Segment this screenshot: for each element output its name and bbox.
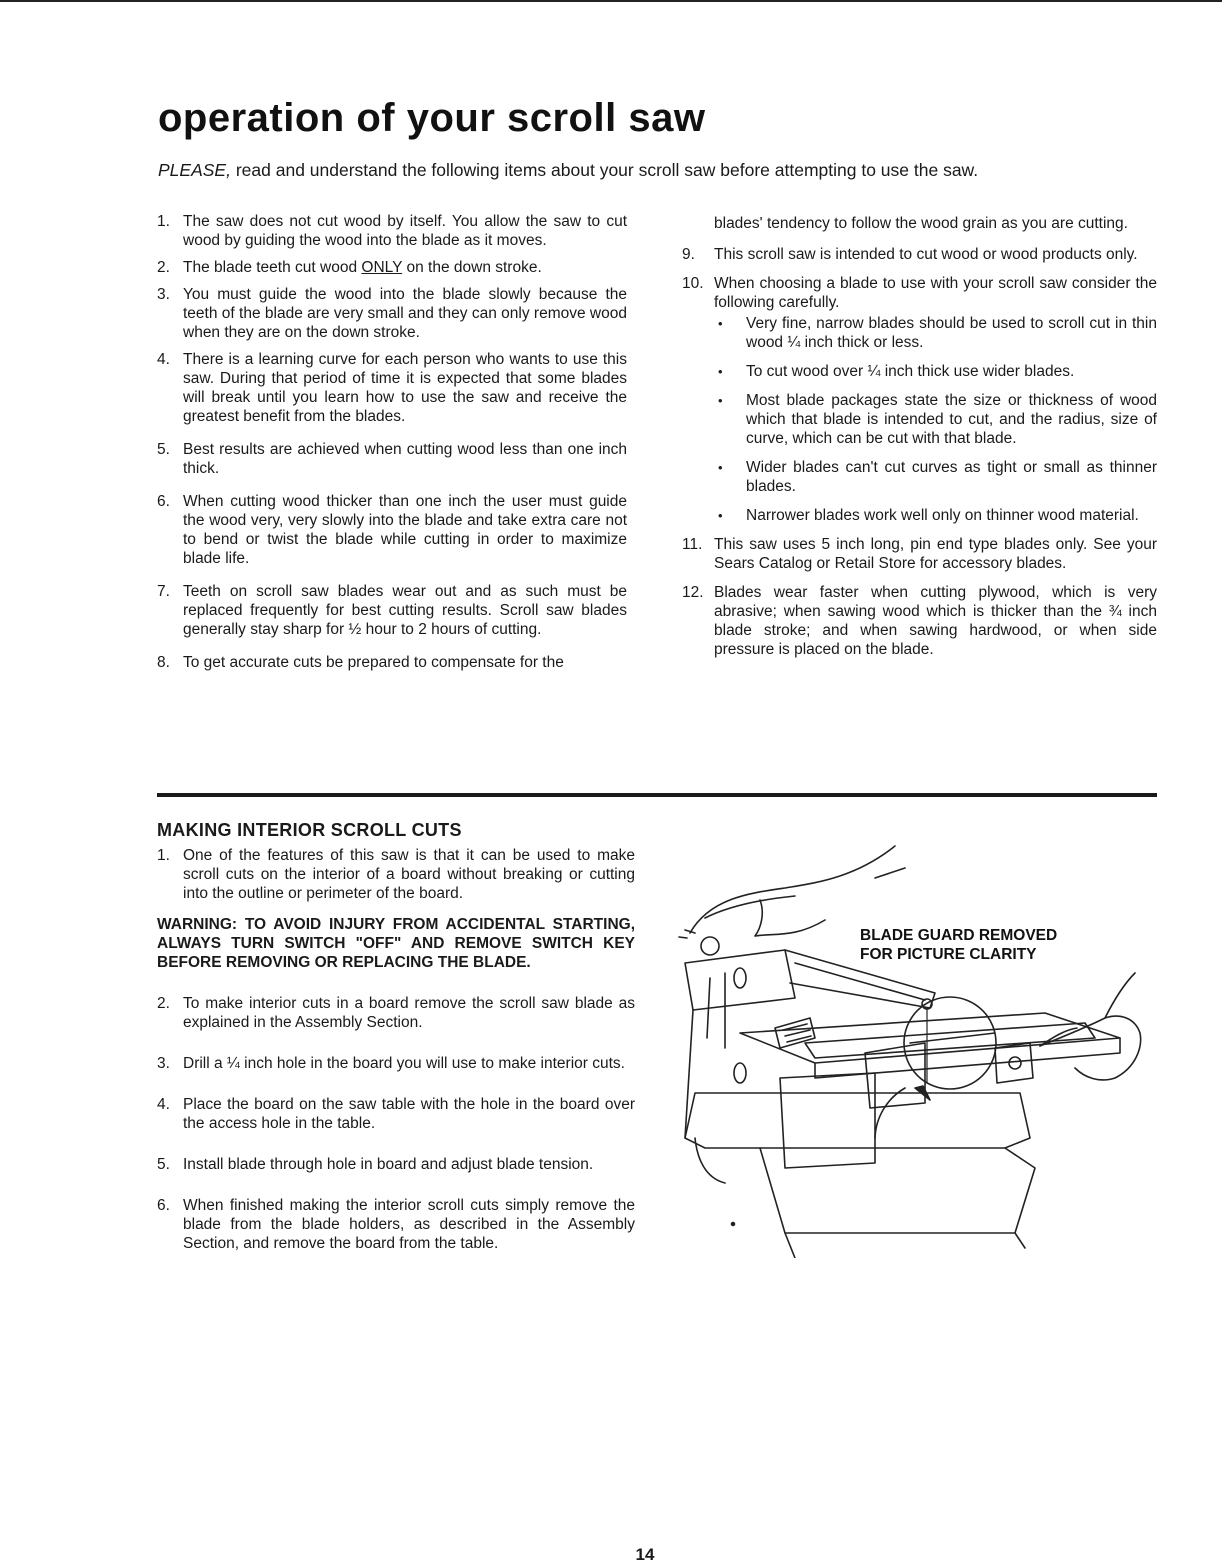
item-text: To get accurate cuts be prepared to compensate for the: [183, 654, 564, 671]
item-text-underlined: ONLY: [361, 259, 403, 276]
item-number: 10.: [682, 275, 704, 292]
list-item: [157, 582, 627, 639]
item-text: When finished making the interior scroll cuts simply remove the blade from the blade holders, as described in the Assembly Section, and remove the board from the table.: [183, 1197, 635, 1252]
list-item: [682, 274, 1157, 525]
item-number: 1.: [157, 847, 170, 864]
section-heading: MAKING INTERIOR SCROLL CUTS: [157, 820, 462, 840]
bullet-item: • To cut wood over ¼ inch thick use wider blades.: [714, 362, 1157, 381]
item-text: The saw does not cut wood by itself. You allow the saw to cut wood by guiding the wood into the blade as it moves.: [183, 213, 627, 249]
figure-caption-line-2: FOR PICTURE CLARITY: [860, 946, 1037, 963]
interior-cuts-list: [157, 846, 635, 903]
list-item: [157, 1054, 635, 1073]
item-text: Place the board on the saw table with the hole in the board over the access hole in the table.: [183, 1096, 635, 1132]
list-item: [157, 1095, 635, 1133]
list-item: [682, 245, 1157, 264]
list-item: [157, 258, 627, 277]
item-text: The blade teeth cut wood: [183, 259, 358, 276]
item-text: Drill a ¼ inch hole in the board you will use to make interior cuts.: [183, 1055, 625, 1072]
item-text: Install blade through hole in board and adjust blade tension.: [183, 1156, 594, 1173]
figure-caption: [860, 926, 1057, 964]
bullet-item: • Narrower blades work well only on thinner wood material.: [714, 506, 1157, 525]
item-text: One of the features of this saw is that it can be used to make scroll cuts on the interior of a board without breaking or cutting into the outline or perimeter of the board.: [183, 847, 635, 902]
warning-text: WARNING: TO AVOID INJURY FROM ACCIDENTAL STARTING, ALWAYS TURN SWITCH "OFF" AND REMOVE SWITCH KEY BEFORE REMOVING OR REPLACING THE BLADE.: [157, 916, 635, 971]
item-number: 3.: [157, 1055, 170, 1072]
item-number: 2.: [157, 995, 170, 1012]
intro-body: read and understand the following items about your scroll saw before attempting to use the saw.: [235, 160, 979, 180]
list-item: [157, 846, 635, 903]
list-item: [157, 1196, 635, 1253]
item-number: 4.: [157, 351, 170, 368]
item-number: 7.: [157, 583, 170, 600]
list-item: [157, 1155, 635, 1174]
item-number: 12.: [682, 584, 704, 601]
blade-selection-bullets: [714, 314, 1157, 525]
top-rule: [0, 0, 1222, 2]
interior-cuts-steps: [157, 994, 635, 1253]
list-item: [157, 492, 627, 568]
item-text: To make interior cuts in a board remove the scroll saw blade as explained in the Assembly Section.: [183, 995, 635, 1031]
operation-list-right: [682, 245, 1157, 659]
operation-list-left: [157, 212, 627, 672]
item-number: 6.: [157, 1197, 170, 1214]
item-text: Blades wear faster when cutting plywood, which is very abrasive; when sawing wood which is thicker than the ¾ inch blade stroke; and when sawing hardwood, or when side pressure is placed on the blade.: [714, 584, 1157, 658]
scroll-saw-drawing: [665, 838, 1145, 1258]
bullet-item: • Very fine, narrow blades should be used to scroll cut in thin wood ¼ inch thick or less.: [714, 314, 1157, 352]
scroll-saw-illustration: [665, 838, 1145, 1258]
figure-caption-line-1: BLADE GUARD REMOVED: [860, 927, 1058, 944]
item-text: When cutting wood thicker than one inch the user must guide the wood very, very slowly into the blade and take extra care not to bend or twist the blade while cutting in order to maximize blade life.: [183, 493, 627, 567]
item-text: When choosing a blade to use with your scroll saw consider the following carefully.: [714, 275, 1157, 311]
list-item: [157, 285, 627, 342]
item-text: You must guide the wood into the blade slowly because the teeth of the blade are very small and they can only remove wood when they are on the down stroke.: [183, 286, 627, 341]
interior-cuts-column: [157, 846, 635, 1267]
item-number: 5.: [157, 1156, 170, 1173]
item-number: 9.: [682, 246, 695, 263]
right-column: [682, 214, 1157, 669]
item-text: This saw uses 5 inch long, pin end type blades only. See your Sears Catalog or Retail Store for accessory blades.: [714, 536, 1157, 572]
section-divider: [157, 793, 1157, 797]
list-item: [682, 583, 1157, 659]
intro-text: [158, 160, 1168, 181]
item-number: 1.: [157, 213, 170, 230]
item-number: 4.: [157, 1096, 170, 1113]
item-text: Best results are achieved when cutting wood less than one inch thick.: [183, 441, 627, 477]
item-text: This scroll saw is intended to cut wood or wood products only.: [714, 246, 1138, 263]
item-8-continued: blades' tendency to follow the wood grain as you are cutting.: [714, 215, 1128, 232]
item-number: 6.: [157, 493, 170, 510]
bullet-item: • Most blade packages state the size or thickness of wood which that blade is intended to cut, and the radius, size of curve, which can be cut with that blade.: [714, 391, 1157, 448]
list-item: [157, 350, 627, 426]
item-text: on the down stroke.: [406, 259, 542, 276]
item-number: 5.: [157, 441, 170, 458]
left-column: [157, 212, 627, 680]
page-title: operation of your scroll saw: [158, 96, 706, 140]
list-item: [682, 535, 1157, 573]
list-item: [157, 653, 627, 672]
page-number: 14: [635, 1545, 655, 1564]
item-number: 3.: [157, 286, 170, 303]
item-number: 11.: [682, 536, 703, 553]
bullet-item: • Wider blades can't cut curves as tight or small as thinner blades.: [714, 458, 1157, 496]
item-number: 2.: [157, 259, 170, 276]
item-number: 8.: [157, 654, 170, 671]
list-item: [157, 212, 627, 250]
item-text: Teeth on scroll saw blades wear out and as such must be replaced frequently for best cutting results. Scroll saw blades generally stay sharp for ½ hour to 2 hours of cutting.: [183, 583, 627, 638]
list-item: [157, 440, 627, 478]
intro-lead: PLEASE,: [158, 160, 231, 180]
item-text: There is a learning curve for each person who wants to use this saw. During that period of time it is expected that some blades will break until you learn how to use the saw and receive the greatest benefit from the blades.: [183, 351, 627, 425]
list-item: [157, 994, 635, 1032]
